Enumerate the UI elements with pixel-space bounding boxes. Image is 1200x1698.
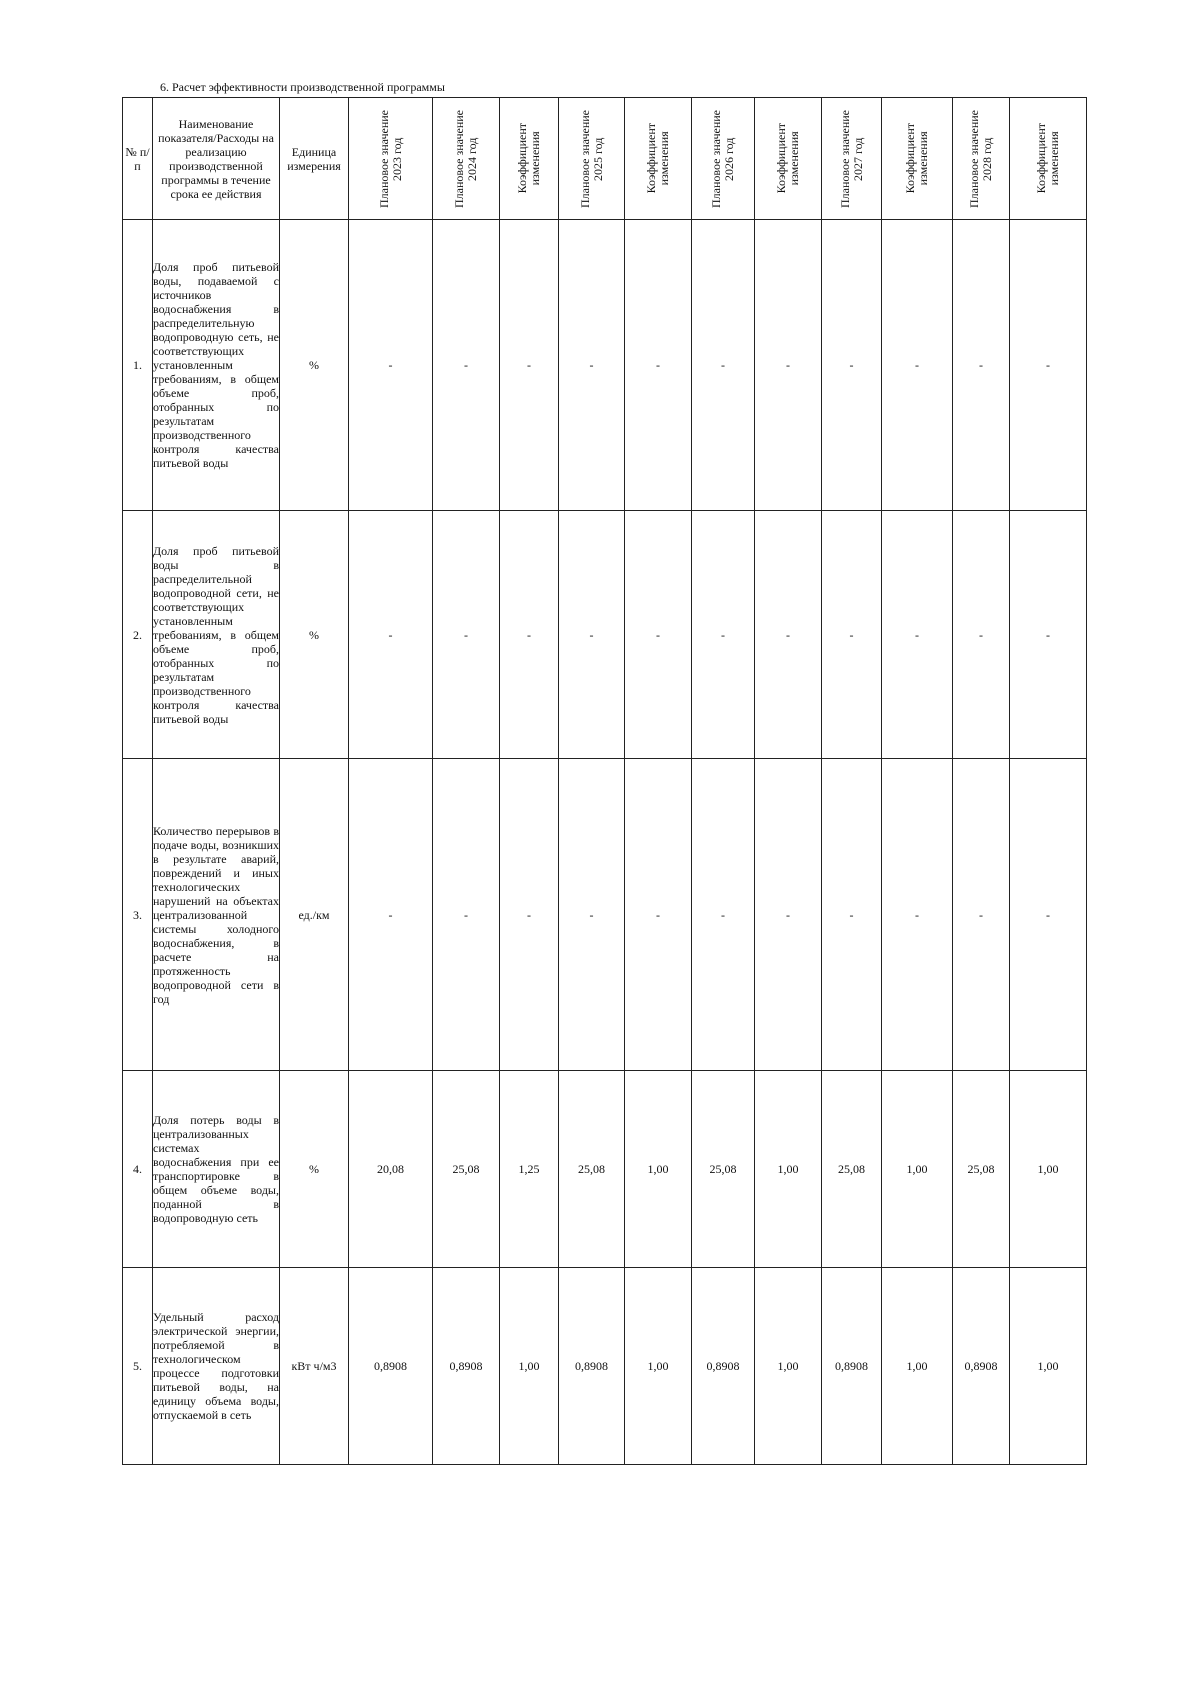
value-cell: 1,00 xyxy=(882,1071,953,1268)
value-cell: 20,08 xyxy=(349,1071,433,1268)
value-cell: - xyxy=(822,511,882,759)
unit-cell: кВт ч/м3 xyxy=(280,1268,349,1465)
header-coef-2026: Коэффициент изменения xyxy=(755,98,822,220)
header-plan-2024: Плановое значение 2024 год xyxy=(433,98,500,220)
value-cell: 0,8908 xyxy=(349,1268,433,1465)
efficiency-table xyxy=(122,97,1087,1465)
value-cell: - xyxy=(953,511,1010,759)
value-cell: - xyxy=(625,220,692,511)
header-coef-2025: Коэффициент изменения xyxy=(625,98,692,220)
value-cell: - xyxy=(822,759,882,1071)
value-cell: 25,08 xyxy=(822,1071,882,1268)
value-cell: 25,08 xyxy=(953,1071,1010,1268)
table-row xyxy=(123,511,1087,759)
value-cell: - xyxy=(953,220,1010,511)
value-cell: - xyxy=(882,759,953,1071)
value-cell: - xyxy=(692,759,755,1071)
value-cell: - xyxy=(1010,220,1087,511)
value-cell: - xyxy=(625,759,692,1071)
value-cell: 1,00 xyxy=(625,1268,692,1465)
value-cell: 0,8908 xyxy=(692,1268,755,1465)
value-cell: - xyxy=(882,220,953,511)
value-cell: 1,00 xyxy=(1010,1071,1087,1268)
unit-cell: % xyxy=(280,1071,349,1268)
value-cell: - xyxy=(349,759,433,1071)
value-cell: - xyxy=(755,759,822,1071)
header-plan-2027: Плановое значение 2027 год xyxy=(822,98,882,220)
value-cell: - xyxy=(349,220,433,511)
row-number: 5. xyxy=(123,1268,153,1465)
row-number: 3. xyxy=(123,759,153,1071)
header-plan-2028: Плановое значение 2028 год xyxy=(953,98,1010,220)
table-row xyxy=(123,1071,1087,1268)
value-cell: - xyxy=(1010,759,1087,1071)
indicator-name: Доля проб питьевой воды в распределительной водопроводной сети, не соответствующих установленным требованиям, в общем объеме проб, отобранных по результатам производственного контроля качества питьевой воды xyxy=(153,511,280,759)
unit-cell: ед./км xyxy=(280,759,349,1071)
value-cell: 1,00 xyxy=(755,1268,822,1465)
value-cell: - xyxy=(625,511,692,759)
value-cell: - xyxy=(349,511,433,759)
value-cell: 1,00 xyxy=(625,1071,692,1268)
value-cell: 1,25 xyxy=(500,1071,559,1268)
value-cell: - xyxy=(500,511,559,759)
row-number: 4. xyxy=(123,1071,153,1268)
indicator-name: Доля потерь воды в централизованных системах водоснабжения при ее транспортировке в общем объеме воды, поданной в водопроводную сеть xyxy=(153,1071,280,1268)
header-coef-2024: Коэффициент изменения xyxy=(500,98,559,220)
value-cell: - xyxy=(755,220,822,511)
value-cell: - xyxy=(822,220,882,511)
header-row xyxy=(123,98,1087,220)
header-plan-2026: Плановое значение 2026 год xyxy=(692,98,755,220)
section-title: 6. Расчет эффективности производственной программы xyxy=(160,80,445,94)
value-cell: 1,00 xyxy=(755,1071,822,1268)
indicator-name: Доля проб питьевой воды, подаваемой с источников водоснабжения в распределительную водопроводную сеть, не соответствующих установленным требованиям, в общем объеме проб, отобранных по результатам производственного контроля качества питьевой воды xyxy=(153,220,280,511)
header-plan-2025: Плановое значение 2025 год xyxy=(559,98,625,220)
row-number: 1. xyxy=(123,220,153,511)
value-cell: - xyxy=(882,511,953,759)
indicator-name: Удельный расход электрической энергии, потребляемой в технологическом процессе подготовки питьевой воды, на единицу объема воды, отпускаемой в сеть xyxy=(153,1268,280,1465)
value-cell: - xyxy=(559,220,625,511)
header-unit: Единица измерения xyxy=(280,98,349,220)
value-cell: - xyxy=(755,511,822,759)
unit-cell: % xyxy=(280,220,349,511)
header-coef-2027: Коэффициент изменения xyxy=(882,98,953,220)
value-cell: - xyxy=(433,511,500,759)
table-row xyxy=(123,759,1087,1071)
table-row xyxy=(123,1268,1087,1465)
value-cell: 1,00 xyxy=(882,1268,953,1465)
value-cell: 25,08 xyxy=(559,1071,625,1268)
header-indicator-name: Наименование показателя/Расходы на реализацию производственной программы в течение срока ее действия xyxy=(153,98,280,220)
unit-cell: % xyxy=(280,511,349,759)
value-cell: 0,8908 xyxy=(559,1268,625,1465)
value-cell: - xyxy=(559,759,625,1071)
value-cell: - xyxy=(953,759,1010,1071)
indicator-name: Количество перерывов в подаче воды, возникших в результате аварий, повреждений и иных технологических нарушений на объектах централизованной системы холодного водоснабжения, в расчете на протяженность водопроводной сети в год xyxy=(153,759,280,1071)
value-cell: - xyxy=(692,511,755,759)
value-cell: 25,08 xyxy=(692,1071,755,1268)
value-cell: - xyxy=(433,759,500,1071)
header-plan-2023: Плановое значение 2023 год xyxy=(349,98,433,220)
value-cell: 1,00 xyxy=(500,1268,559,1465)
value-cell: - xyxy=(1010,511,1087,759)
value-cell: 0,8908 xyxy=(433,1268,500,1465)
value-cell: 0,8908 xyxy=(822,1268,882,1465)
value-cell: - xyxy=(500,220,559,511)
value-cell: - xyxy=(500,759,559,1071)
value-cell: 25,08 xyxy=(433,1071,500,1268)
value-cell: - xyxy=(433,220,500,511)
table-row xyxy=(123,220,1087,511)
value-cell: - xyxy=(559,511,625,759)
value-cell: - xyxy=(692,220,755,511)
header-number: № п/п xyxy=(123,98,153,220)
value-cell: 1,00 xyxy=(1010,1268,1087,1465)
header-coef-2028: Коэффициент изменения xyxy=(1010,98,1087,220)
value-cell: 0,8908 xyxy=(953,1268,1010,1465)
row-number: 2. xyxy=(123,511,153,759)
